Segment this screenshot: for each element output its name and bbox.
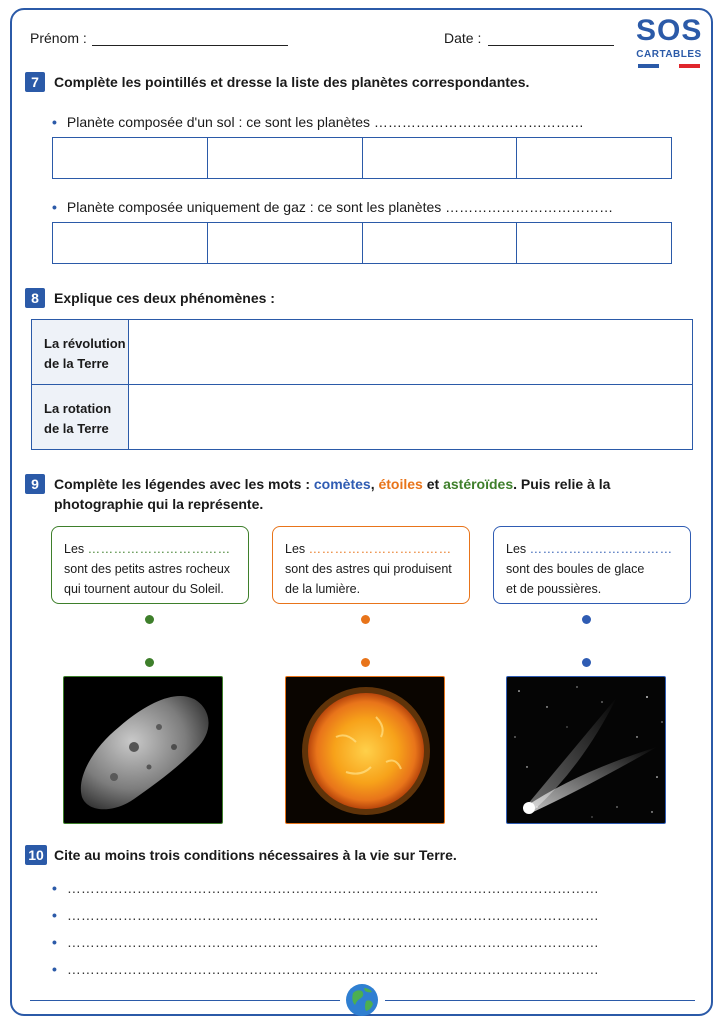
footer-divider-right	[385, 1000, 695, 1001]
caption-card-comets: Les …………………………… sont des boules de glace et de poussières.	[493, 526, 691, 604]
logo-bottom-text: CARTABLES	[636, 49, 702, 60]
question-8-title: Explique ces deux phénomènes :	[54, 290, 275, 306]
bullet-icon: •	[52, 961, 57, 977]
phenomena-row-header: La révolution de la Terre	[32, 320, 129, 384]
caption-blank[interactable]: ……………………………	[529, 542, 673, 556]
question-10-number: 10	[25, 845, 47, 865]
caption-card-asteroids: Les …………………………… sont des petits astres rocheux qui tournent autour du Soleil.	[51, 526, 249, 604]
question-8-number: 8	[25, 288, 45, 308]
q7-table-1-cell[interactable]	[53, 138, 208, 178]
q7-bullet-2	[52, 199, 613, 215]
flag-icon	[638, 64, 700, 68]
q7-table-2-cell[interactable]	[517, 223, 671, 263]
link-dot-top[interactable]	[361, 615, 370, 624]
q10-answer-line[interactable]: • ……………………………………………………………………………………………………	[52, 961, 599, 977]
caption-card-stars: Les …………………………… sont des astres qui produisent de la lumière.	[272, 526, 470, 604]
phenomena-row	[32, 320, 692, 385]
q10-answer-line[interactable]: • ……………………………………………………………………………………………………	[52, 907, 599, 923]
q7-table-2-cell[interactable]	[53, 223, 208, 263]
phenomena-answer-cell[interactable]	[129, 320, 692, 384]
prenom-field[interactable]	[92, 45, 288, 46]
link-dot-bottom[interactable]	[582, 658, 591, 667]
link-dot-bottom[interactable]	[361, 658, 370, 667]
footer-divider-left	[30, 1000, 340, 1001]
phenomena-answer-cell[interactable]	[129, 385, 692, 449]
q7-table-1-cell[interactable]	[517, 138, 671, 178]
q7-table-2-cell[interactable]	[208, 223, 363, 263]
earth-globe-icon	[345, 983, 379, 1017]
bullet-icon: •	[52, 199, 57, 215]
q7-line-1-text: Planète composée d'un sol : ce sont les planètes ………………………………………	[66, 114, 584, 130]
q10-answer-line[interactable]: • ……………………………………………………………………………………………………	[52, 934, 599, 950]
prenom-label: Prénom :	[30, 30, 87, 46]
question-9-title: Complète les légendes avec les mots : comètes, étoiles et astéroïdes. Puis relie à la photographie qui la représente.	[54, 476, 611, 512]
caption-blank[interactable]: ……………………………	[87, 542, 231, 556]
phenomena-row-header: La rotation de la Terre	[32, 385, 129, 449]
q7-line-2-text: Planète composée uniquement de gaz : ce sont les planètes ………………………………	[66, 199, 614, 215]
bullet-icon: •	[52, 880, 57, 896]
q7-table-1	[52, 137, 672, 179]
q7-bullet-1	[52, 114, 584, 130]
caption-blank[interactable]: ……………………………	[308, 542, 452, 556]
q10-answer-line[interactable]: • ……………………………………………………………………………………………………	[52, 880, 599, 896]
phenomena-table	[31, 319, 693, 450]
question-7-title: Complète les pointillés et dresse la liste des planètes correspondantes.	[54, 74, 530, 90]
word-cometes: comètes	[313, 476, 371, 492]
word-etoiles: étoiles	[378, 476, 423, 492]
question-7-number: 7	[25, 72, 45, 92]
q7-table-2	[52, 222, 672, 264]
link-dot-top[interactable]	[145, 615, 154, 624]
sos-cartables-logo	[636, 16, 702, 78]
link-dot-bottom[interactable]	[145, 658, 154, 667]
question-9-number: 9	[25, 474, 45, 494]
q7-table-2-cell[interactable]	[363, 223, 518, 263]
word-asteroides: astéroïdes	[443, 476, 514, 492]
phenomena-row	[32, 385, 692, 449]
sun-photo	[285, 676, 445, 824]
asteroid-photo	[63, 676, 223, 824]
date-label: Date :	[444, 30, 482, 46]
question-10-title: Cite au moins trois conditions nécessaires à la vie sur Terre.	[54, 847, 457, 863]
q7-table-1-cell[interactable]	[208, 138, 363, 178]
bullet-icon: •	[52, 907, 57, 923]
bullet-icon: •	[52, 934, 57, 950]
comet-photo	[506, 676, 666, 824]
bullet-icon: •	[52, 114, 57, 130]
date-field[interactable]	[488, 45, 614, 46]
logo-top-text: SOS	[636, 14, 703, 47]
q7-table-1-cell[interactable]	[363, 138, 518, 178]
link-dot-top[interactable]	[582, 615, 591, 624]
